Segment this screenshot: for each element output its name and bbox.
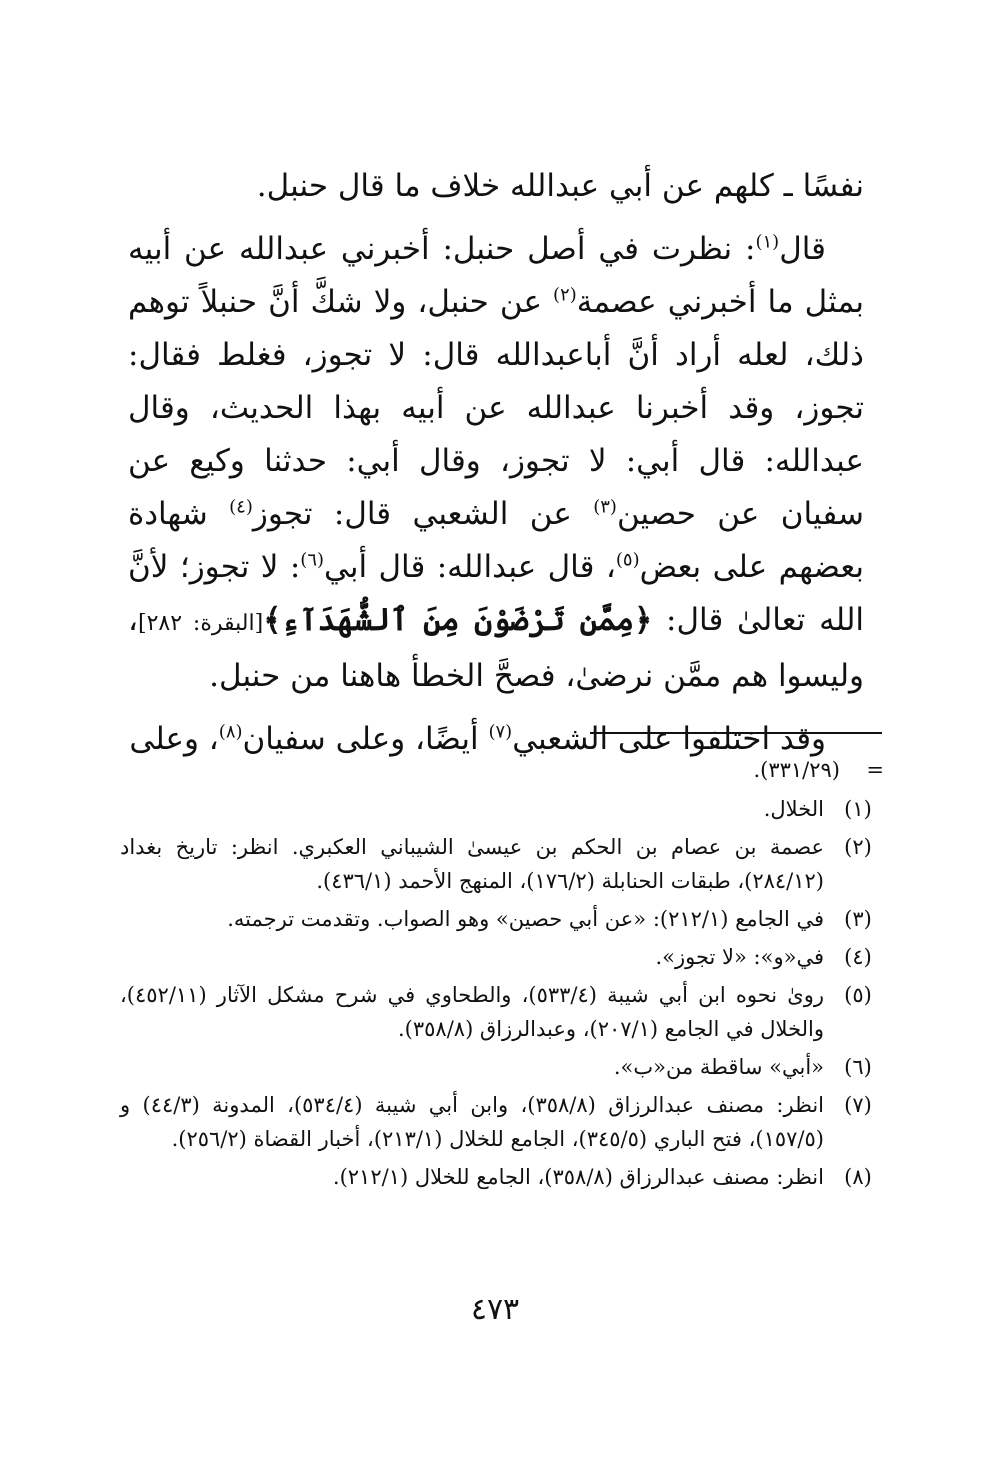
footnote-number: (٤)	[844, 945, 872, 969]
footnote-text: «أبي» ساقطة من«ب».	[613, 1055, 824, 1079]
footnote-2	[120, 830, 880, 898]
footnote-text: رویٰ نحوه ابن أبي شيبة (٥٣٣/٤)، والطحاوي في شرح مشكل الآثار (٤٥٢/١١)، والخلال في الجامع (٢٠٧/١)، وعبدالرزاق (٣٥٨/٨).	[120, 983, 824, 1041]
footnote-5	[120, 978, 880, 1046]
main-text	[128, 160, 864, 766]
footnote-7	[120, 1088, 880, 1156]
footnote-ref-7: (٧)	[488, 721, 513, 743]
footnote-ref-1: (١)	[755, 231, 780, 253]
footnote-ref-5: (٥)	[615, 549, 640, 571]
paragraph-3: وقد اختلفوا على الشعبي$^{(٧)}$ أيضًا، وعلى سفيان$^{(٨)}$، وعلى	[129, 721, 826, 757]
footnote-text: في«و»: «لا تجوز».	[655, 945, 824, 969]
footnote-text: في الجامع (٢١٢/١): «عن أبي حصين» وهو الصواب. وتقدمت ترجمته.	[227, 907, 824, 931]
footnote-4	[120, 940, 880, 974]
continuation-mark: =	[866, 758, 884, 782]
footnote-ref-4: (٤)	[229, 496, 253, 518]
footnote-number: (١)	[844, 797, 872, 821]
paragraph-2: قال$^{(١)}$: نظرت في أصل حنبل: أخبرني عبدالله عن أبيه بمثل ما أخبرني عصمة$^{(٢)}$ عن حنبل، ولا شكَّ أنَّ حنبلاً توهم ذلك، لعله أراد أنَّ أباعبدالله قال: لا تجوز، فغلط فقال: تجوز، وقد أخبرنا عبدالله عن أبيه بهذا الحديث، وقال عبدالله: قال أبي: لا تجوز، وقال أبي: حدثنا وكيع عن سفيان عن حصين$^{(٣)}$ عن الشعبي قال: تجوز$^{(٤)}$ شهادة بعضهم على بعض$^{(٥)}$، قال عبدالله: قال أبي$^{(٦)}$: لا تجوز؛ لأنَّ الله تعالىٰ قال: ﴿مِمَّن تَرْضَوْنَ مِنَ ٱلشُّهَدَآءِ﴾[البقرة: ٢٨٢]، وليسوا هم ممَّن نرضىٰ، فصحَّ الخطأ هاهنا من حنبل.	[128, 231, 865, 694]
footnote-text: انظر: مصنف عبدالرزاق (٣٥٨/٨)، وابن أبي شيبة (٥٣٤/٤)، المدونة (٤٤/٣) و (١٥٧/٥)، فتح الباري (٣٤٥/٥)، الجامع للخلال (٢١٣/١)، أخبار القضاة (٢٥٦/٢).	[120, 1093, 824, 1151]
footnote-number: (٧)	[844, 1093, 872, 1117]
footnote-ref-8: (٨)	[218, 721, 243, 743]
quran-source: [البقرة: ٢٨٢]	[138, 611, 264, 636]
footnote-number: (٣)	[844, 907, 872, 931]
footnote-number: (٨)	[844, 1165, 872, 1189]
footnote-continuation	[120, 752, 884, 788]
footnote-1	[120, 792, 880, 826]
page-number: ٤٧٣	[470, 1292, 520, 1327]
footnote-number: (٥)	[844, 983, 872, 1007]
footnote-ref-2: (٢)	[553, 284, 577, 306]
footnote-number: (٦)	[844, 1055, 872, 1079]
continuation-text: (٣٣١/٢٩).	[753, 758, 840, 782]
footnote-divider	[590, 732, 882, 734]
footnotes	[120, 792, 880, 1198]
footnote-8	[120, 1160, 880, 1194]
paragraph-1: نفسًا ـ كلهم عن أبي عبدالله خلاف ما قال حنبل.	[256, 168, 864, 204]
footnote-number: (٢)	[844, 835, 872, 859]
footnote-3	[120, 902, 880, 936]
footnote-text: عصمة بن عصام بن الحكم بن عيسىٰ الشيباني العكبري. انظر: تاريخ بغداد (٢٨٤/١٢)، طبقات الحنابلة (١٧٦/٢)، المنهج الأحمد (٤٣٦/١).	[120, 835, 824, 893]
quran-verse: ﴿مِمَّن تَرْضَوْنَ مِنَ ٱلشُّهَدَآءِ﴾	[263, 602, 653, 638]
footnote-ref-6: (٦)	[300, 549, 325, 571]
footnote-text: انظر: مصنف عبدالرزاق (٣٥٨/٨)، الجامع للخلال (٢١٢/١).	[332, 1165, 824, 1189]
footnote-text: الخلال.	[763, 797, 824, 821]
footnote-ref-3: (٣)	[593, 496, 617, 518]
footnote-6	[120, 1050, 880, 1084]
